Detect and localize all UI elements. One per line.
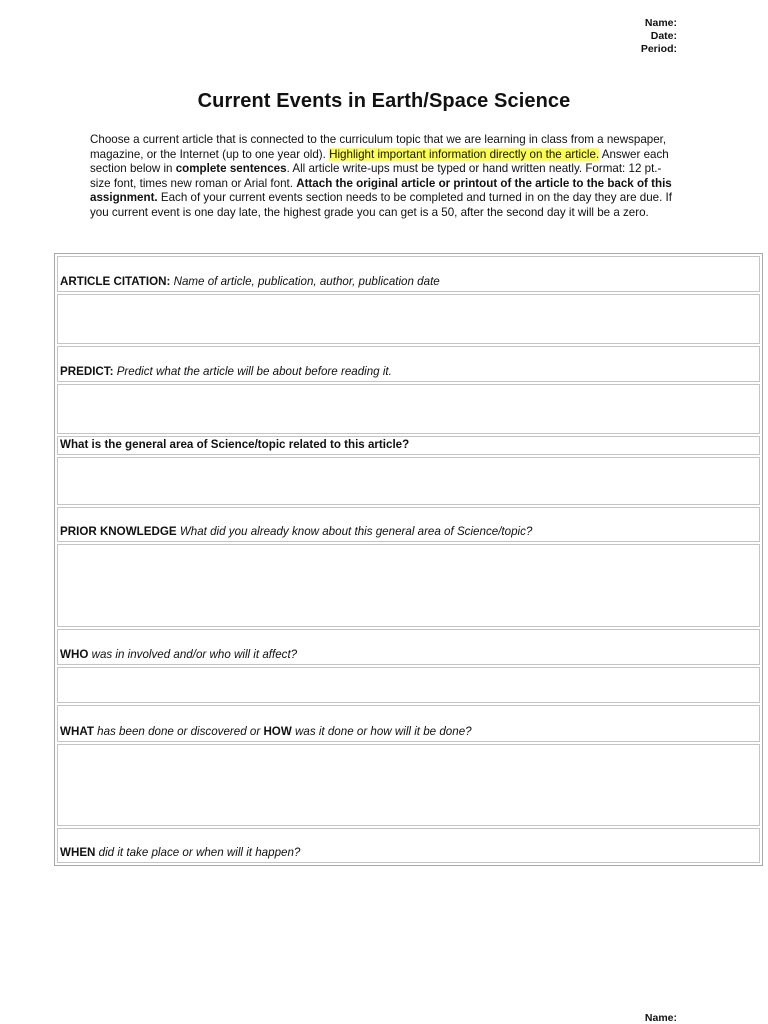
science-area-answer-box[interactable] [57,457,760,505]
prior-label [60,525,532,539]
predict-prompt: Predict what the article will be about before reading it. [113,365,392,378]
instructions-text-2: Answer each section below in [90,147,669,176]
period-label: Period: [640,43,677,55]
worksheet-table [54,253,763,866]
instructions-text-1: Choose a current article that is connected to the curriculum topic that we are learning in class from a newspaper, magazine, or the Internet (up to one year old). [90,133,667,161]
page-title: Current Events in Earth/Space Science [197,90,571,112]
prior-heading: PRIOR KNOWLEDGE [60,525,177,538]
predict-label-cell [57,346,760,382]
science-area-label [60,438,409,452]
prior-answer-box[interactable] [57,544,760,627]
instructions-highlight: Highlight important information directly on the article. [329,147,600,161]
science-area-heading: What is the general area of Science/topic related to this article? [60,438,410,451]
how-prompt: was it done or how will it be done? [291,725,472,738]
science-area-label-cell [57,436,760,455]
instructions-paragraph [90,133,680,221]
instructions-bold-2: Attach the original article or printout of the article to the back of this assignment. [90,176,672,205]
instructions-bold-1: complete sentences [175,162,287,176]
predict-label [60,365,392,379]
citation-label [60,275,440,289]
footer-name-label: Name: [644,1012,677,1024]
date-label: Date: [650,30,677,42]
prior-prompt: What did you already know about this general area of Science/topic? [176,525,533,538]
what-label [60,725,472,739]
when-label [60,846,300,860]
header-fields [641,17,677,56]
when-prompt: did it take place or when will it happen? [95,846,301,859]
prior-label-cell [57,507,760,542]
citation-answer-box[interactable] [57,294,760,344]
who-prompt: was in involved and/or who will it affect? [88,648,298,661]
who-label [60,648,297,662]
citation-label-cell [57,256,760,292]
what-answer-box[interactable] [57,744,760,826]
how-heading: HOW [263,725,292,738]
when-label-cell [57,828,760,863]
what-prompt: has been done or discovered or [93,725,264,738]
who-heading: WHO [60,648,89,661]
who-label-cell [57,629,760,665]
instructions-text-4: Each of your current events section needs to be completed and turned in on the day they are due. If you current event is one day late, the highest grade you can get is a 50, after the second day it will be a zero. [90,191,672,219]
instructions-text-3: . All article write-ups must be typed or hand written neatly. Format: 12 pt.- size font, times new roman or Arial font. [90,162,662,190]
citation-prompt: Name of article, publication, author, publication date [170,275,440,288]
citation-heading: ARTICLE CITATION: [60,275,171,288]
what-heading: WHAT [60,725,94,738]
name-label: Name: [644,17,677,29]
when-heading: WHEN [60,846,96,859]
what-label-cell [57,705,760,742]
predict-answer-box[interactable] [57,384,760,434]
predict-heading: PREDICT: [60,365,114,378]
who-answer-box[interactable] [57,667,760,703]
